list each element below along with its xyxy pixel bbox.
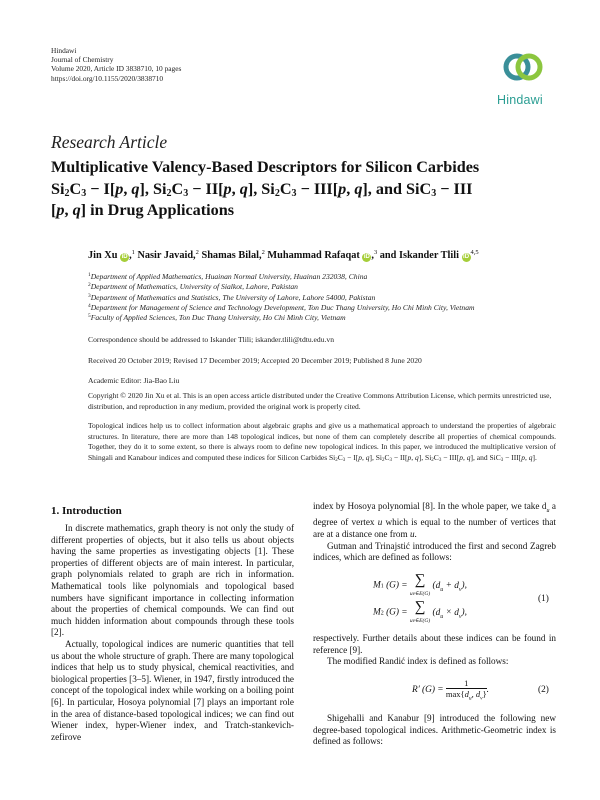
paragraph: Gutman and Trinajstić introduced the first and second Zagreb indices, which are defined as follows: [313,540,556,563]
journal-name: Journal of Chemistry [51,55,114,65]
article-title [51,157,571,222]
volume-line: Volume 2020, Article ID 3838710, 10 pages [51,64,182,74]
author-name[interactable]: Muhammad Rafaqat [267,250,360,261]
dates: Received 20 October 2019; Revised 17 December 2019; Accepted 20 December 2019; Published 8 June 2020 [88,356,422,365]
equation-m1: M1 (G) = ∑ uv∈E(G) $(d_u + d_v)$, [373,572,467,597]
orcid-icon[interactable]: iD [463,254,470,260]
abstract: Topological indices help us to collect information about algebraic graphs and give us a mathematical approach to understand the properties of algebraic structures. In literature, there are more than 148 topological indices, but none of them can completely describe all properties of chemical compounds. Together, they do it to some extent, so there is always room to define new topological indices. In this paper, we introduced the multiplicative version of Shingali and Kanabour indices and computed these indices for Silicon Carbides $Si_2C_3 - I[p$, q], $Si_2C_3 - II[p$, q], $Si_2C_3 - III[p$, q], and SiC$_3$ − III[p, q]. [88,421,556,463]
title-line-2: $Si_2C_3 - I[p$, q], $Si_2C_3 - II[p$, q], $Si_2C_3 - III[p$, q], and SiC$_3$ − III [51,179,473,199]
affiliation: $^3$Department of Mathematics and Statistics, The University of Lahore, Lahore 54000, Pakistan [88,292,376,302]
equation-randic: R′ (G) = 1 $\max\{d_u$, $d_v$} . [412,678,489,702]
copyright: Copyright © 2020 Jin Xu et al. This is an open access article distributed under the Creative Commons Attribution License, which permits unrestricted use, distribution, and reproduction in any medium, provided the original work is properly cited. [88,391,552,411]
journal-info [51,46,181,83]
paragraph: Actually, topological indices are numeric quantities that tell us about the whole structure of graph. There are many topological indices that help us to study physical, chemical reactivities, and biological properties [3–5]. Wiener, in 1947, firstly introduced the concept of the topological index while working on a boiling point [6]. In particular, Hosoya polynomial [7] plays an important role in the area of distance-based topological indices; we can find out Wiener index, hyper-Wiener index, and Tratch-stankevich-zefirove [51,638,294,742]
publisher-name: Hindawi [51,46,77,55]
affiliation: $^5$Faculty of Applied Sciences, Ton Duc Thang University, Ho Chi Minh City, Vietnam [88,313,346,323]
equation-m2: M2 (G) = ∑ uv∈E(G) $(d_u \times d_v)$, [373,599,467,624]
article-type: Research Article [51,132,168,152]
affiliation: $^4$Department for Management of Science and Technology Development, Ton Duc Thang University, Ho Chi Minh City, Vietnam [88,302,475,312]
author-list: Jin Xu iD ,$^1$ Nasir Javaid,$^2$ Shamas Bilal,$^2$ Muhammad Rafaqat iD ,$^3$ and Iskander Tlili iD$^{4,5}$ [88,249,479,261]
author-affil-sup: 4,5 [470,249,479,256]
equation-number: (2) [538,685,549,695]
paragraph: index by Hosoya polynomial [8]. In the whole paper, we take $d_u$ a degree of vertex u which is equal to the number of vertices that are at a distance one from u. [313,501,556,540]
title-line-3: [p, q] in Drug Applications [51,201,235,219]
right-column-cont [313,633,556,668]
section-heading: 1. Introduction [51,505,122,517]
author-affil-sup: 1 [131,249,135,256]
author-name[interactable]: and Iskander Tlili [379,250,459,261]
paragraph: The modified Randić index is defined as follows: [327,656,509,667]
affiliation: $^2$Department of Mathematics, University of Sialkot, Lahore, Pakistan [88,282,298,292]
author-name[interactable]: Shamas Bilal, [201,250,262,261]
author-name[interactable]: Jin Xu [88,250,118,261]
author-affil-sup: 3 [373,249,378,256]
paragraph: In discrete mathematics, graph theory is not only the study of different properties of objects, but it also tells us about objects having the same properties as investigating objects [1]. These properties of different objects are of main interest. In particular, graph polynomials related to graph are rich in information. Mathematical tools like polynomials and topological based numbers have significant importance in collecting information about the properties of chemical compounds. We can find out much hidden information about compounds through these tools [2]. [51,523,294,638]
affiliation: $^1$Department of Applied Mathematics, Huainan Normal University, Huainan 232038, China [88,272,368,281]
author-name[interactable]: Nasir Javaid, [137,250,196,261]
right-column-end [313,713,556,748]
affiliations [88,272,474,323]
orcid-icon[interactable]: iD [121,254,128,260]
academic-editor: Academic Editor: Jia-Bao Liu [88,376,180,385]
orcid-icon[interactable]: iD [363,254,370,260]
right-column [313,501,556,564]
left-column [51,523,294,743]
paragraph: respectively. Further details about these indices can be found in reference [9]. [313,633,556,655]
title-line-1: Multiplicative Valency-Based Descriptors for Silicon Carbides [51,158,480,176]
equation-number: (1) [538,594,549,604]
logo-wordmark: Hindawi [497,93,543,107]
doi-link[interactable]: https://doi.org/10.1155/2020/3838710 [51,73,164,83]
author-affil-sup: 2 [261,249,265,256]
correspondence: Correspondence should be addressed to Iskander Tlili; iskander.tlili@tdtu.edu.vn [88,335,335,344]
author-affil-sup: 2 [195,249,199,256]
paragraph: Shigehalli and Kanabur [9] introduced the following new degree-based topological indices. Arithmetic-Geometric index is defined as follows: [313,713,556,747]
